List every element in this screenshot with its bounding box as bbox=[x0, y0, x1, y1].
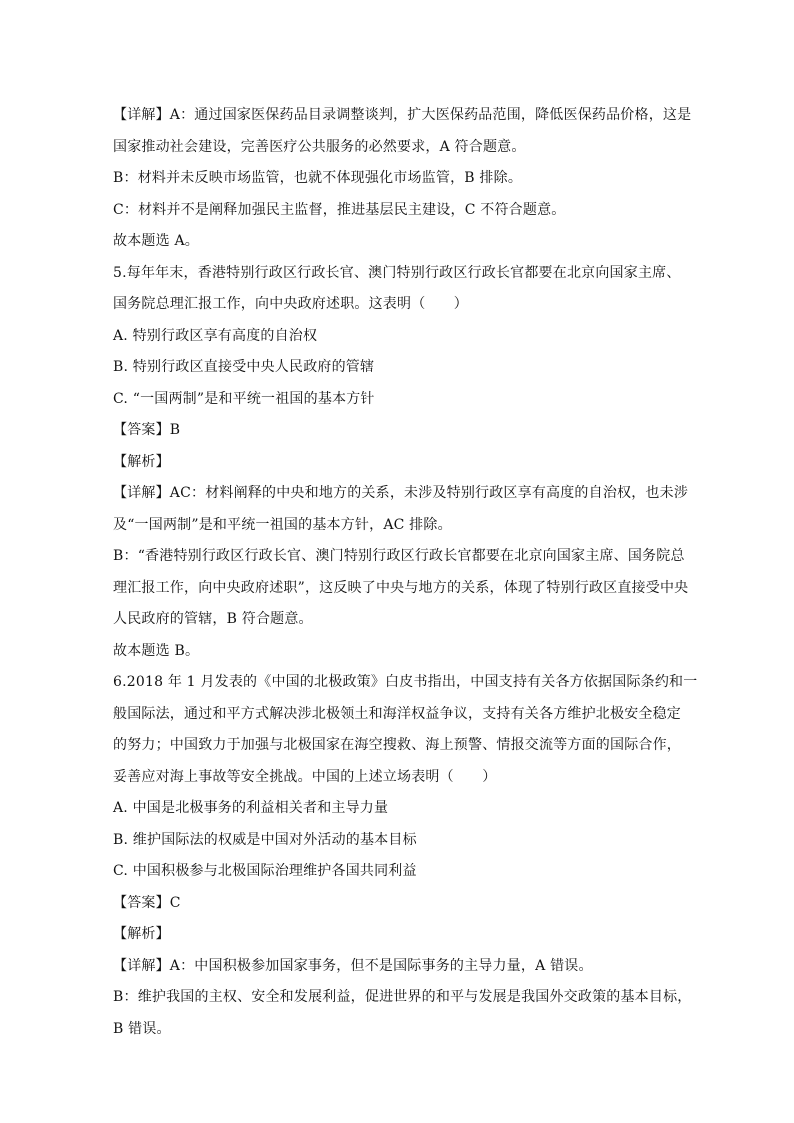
question-6-analysis-heading: 【解析】 bbox=[113, 926, 170, 942]
question-5-stem: 国务院总理汇报工作，向中央政府述职。这表明（ ） bbox=[113, 296, 468, 312]
text-line: B 错误。 bbox=[113, 1020, 171, 1037]
document-body bbox=[113, 100, 698, 1045]
question-6-option-b: B. 维护国际法的权威是中国对外活动的基本目标 bbox=[113, 831, 417, 848]
question-5-stem: 5.每年年末，香港特别行政区行政长官、澳门特别行政区行政长官都要在北京向国家主席、 bbox=[113, 264, 681, 281]
question-6-stem: 般国际法，通过和平方式解决涉北极领土和海洋权益争议，支持有关各方维护北极安全稳定 bbox=[113, 705, 681, 722]
question-5-option-b: B. 特别行政区直接受中央人民政府的管辖 bbox=[113, 359, 375, 375]
text-line: B：材料并未反映市场监管，也就不体现强化市场监管，B 排除。 bbox=[113, 170, 523, 186]
question-6-stem: 的努力；中国致力于加强与北极国家在海空搜救、海上预警、情报交流等方面的国际合作， bbox=[113, 737, 681, 753]
text-line: 故本题选 B。 bbox=[113, 642, 200, 659]
text-line: 理汇报工作，向中央政府述职”，这反映了中央与地方的关系，体现了特别行政区直接受中央 bbox=[113, 579, 689, 596]
question-5-answer: 【答案】B bbox=[113, 422, 181, 438]
text-line: 【详解】AC：材料阐释的中央和地方的关系，未涉及特别行政区享有高度的自治权，也未涉 bbox=[113, 485, 689, 501]
question-6-stem: 6.2018 年 1 月发表的《中国的北极政策》白皮书指出，中国支持有关各方依据国际条约和一 bbox=[113, 674, 698, 690]
question-6-answer: 【答案】C bbox=[113, 894, 181, 911]
question-6-option-a: A. 中国是北极事务的利益相关者和主导力量 bbox=[113, 800, 389, 816]
text-line: B：“香港特别行政区行政长官、澳门特别行政区行政长官都要在北京向国家主席、国务院总 bbox=[113, 548, 685, 564]
question-5-option-c: C. “一国两制”是和平统一祖国的基本方针 bbox=[113, 390, 375, 407]
text-line: 国家推动社会建设，完善医疗公共服务的必然要求，A 符合题意。 bbox=[113, 138, 526, 155]
text-line: C：材料并不是阐释加强民主监督，推进基层民主建设，C 不符合题意。 bbox=[113, 201, 566, 218]
question-5-option-a: A. 特别行政区享有高度的自治权 bbox=[113, 327, 318, 344]
text-line: 人民政府的管辖，B 符合题意。 bbox=[113, 611, 313, 627]
question-5-analysis-heading: 【解析】 bbox=[113, 453, 170, 470]
question-6-stem: 妥善应对海上事故等安全挑战。中国的上述立场表明（ ） bbox=[113, 768, 497, 785]
text-line: 【详解】A：中国积极参加国家事务，但不是国际事务的主导力量，A 错误。 bbox=[113, 957, 593, 974]
text-line: 【详解】A：通过国家医保药品目录调整谈判，扩大医保药品范围，降低医保药品价格，这是 bbox=[113, 107, 692, 123]
text-line: 故本题选 A。 bbox=[113, 233, 199, 249]
question-6-option-c: C. 中国积极参与北极国际治理维护各国共同利益 bbox=[113, 863, 417, 879]
text-line: B：维护我国的主权、安全和发展利益，促进世界的和平与发展是我国外交政策的基本目标， bbox=[113, 989, 692, 1005]
text-line: 及“一国两制”是和平统一祖国的基本方针，AC 排除。 bbox=[113, 516, 452, 533]
